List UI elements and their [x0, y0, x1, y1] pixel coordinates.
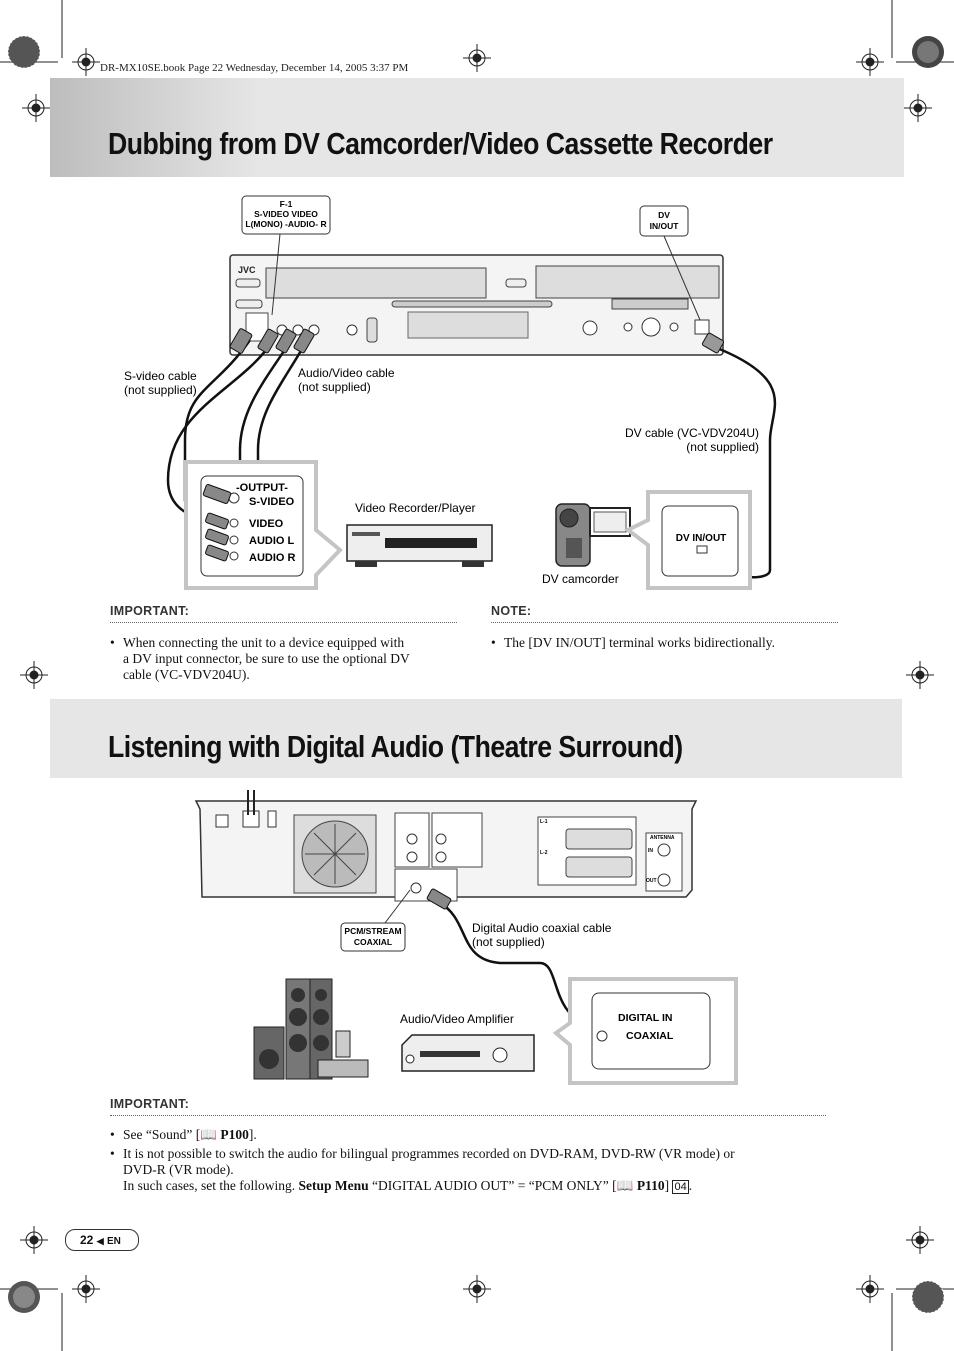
important2-bullet-2 [110, 1146, 830, 1195]
note-heading: NOTE: [491, 604, 532, 618]
bullet-dot: • [110, 1127, 115, 1142]
output-audio-r: AUDIO R [249, 552, 296, 564]
callout-svideo-video: S-VIDEO VIDEO [254, 209, 318, 219]
digital-in-line-1: DIGITAL IN [618, 1012, 673, 1024]
crosshair-target [906, 661, 934, 689]
rear-l1-label: L-1 [540, 819, 548, 825]
book-reference-icon: 📖 [616, 1178, 634, 1193]
bullet-dot: • [110, 1146, 115, 1161]
rear-out-label: OUT [646, 878, 657, 884]
important-line-1: When connecting the unit to a device equipped with [123, 635, 405, 650]
color-wheel-top-right [912, 36, 944, 68]
amplifier-illustration [402, 1035, 534, 1071]
coax-cable-l2: (not supplied) [472, 935, 545, 949]
digital-in-line-2: COAXIAL [626, 1030, 674, 1042]
important-line-2: a DV input connector, be sure to use the optional DV [123, 651, 410, 666]
camcorder-label: DV camcorder [542, 572, 619, 586]
callout-f1: F-1 [279, 199, 293, 209]
crosshair-target [856, 1275, 884, 1303]
section1-banner [50, 78, 904, 177]
crosshair-target [20, 661, 48, 689]
crosshair-target [463, 44, 491, 72]
output-label: -OUTPUT- [236, 482, 288, 494]
setting-number-box: 04 [674, 1181, 687, 1193]
coax-cable-l1: Digital Audio coaxial cable [472, 921, 612, 935]
rear-antenna-label: ANTENNA [650, 835, 675, 841]
note-divider [491, 622, 838, 623]
svideo-cable-l2: (not supplied) [124, 383, 197, 397]
crosshair-target [856, 48, 884, 76]
page-number-badge [65, 1229, 139, 1251]
output-panel-callout [186, 462, 340, 588]
language-code: EN [106, 1236, 121, 1247]
section2-title: Listening with Digital Audio (Theatre Surround) [108, 729, 683, 764]
important-divider-1 [110, 622, 457, 623]
important2-line-3: DVD-R (VR mode). [123, 1162, 234, 1177]
important-heading-2: IMPORTANT: [110, 1097, 190, 1111]
important2-bullet-1 [110, 1127, 830, 1143]
dv-cable-l2: (not supplied) [686, 440, 759, 454]
bullet-dot: • [491, 635, 496, 650]
dv-inout-label: DV IN/OUT [675, 533, 727, 544]
important2-line-1: See “Sound” [📖 P100]. [123, 1127, 257, 1142]
pcm-line-2: COAXIAL [353, 937, 393, 947]
digital-audio-diagram [0, 785, 954, 1095]
color-wheel-bottom-right [912, 1281, 944, 1313]
crosshair-target [463, 1275, 491, 1303]
section2-banner [50, 699, 902, 778]
book-reference-icon: 📖 [200, 1127, 218, 1142]
amp-label: Audio/Video Amplifier [400, 1012, 514, 1026]
note-bullet [491, 635, 841, 651]
dv-inout-callout [628, 492, 750, 588]
crosshair-target [904, 94, 932, 122]
vcr-label: Video Recorder/Player [355, 501, 476, 515]
rear-in-label: IN [648, 848, 653, 854]
left-triangle-icon: ◀ [96, 1236, 104, 1246]
camcorder-illustration [556, 504, 630, 566]
video-recorder-illustration [347, 525, 492, 567]
setup-menu-label: Setup Menu [298, 1178, 369, 1193]
page-ref-p110[interactable]: P110 [636, 1178, 665, 1193]
important-divider-2 [110, 1115, 826, 1116]
page-ref-p100[interactable]: P100 [220, 1127, 249, 1142]
output-audio-l: AUDIO L [249, 535, 295, 547]
output-svideo: S-VIDEO [249, 496, 295, 508]
file-info-header: DR-MX10SE.book Page 22 Wednesday, December 14, 2005 3:37 PM [100, 62, 409, 74]
color-wheel-top-left [8, 36, 40, 68]
rear-l2-label: L-2 [540, 850, 548, 856]
important-line-3: cable (VC-VDV204U). [123, 667, 250, 682]
crosshair-target [22, 94, 50, 122]
av-cable-l1: Audio/Video cable [298, 366, 395, 380]
recorder-rear-panel [196, 790, 696, 901]
important-heading-1: IMPORTANT: [110, 604, 190, 618]
brand-logo: JVC [238, 265, 256, 275]
important2-line-2: It is not possible to switch the audio for bilingual programmes recorded on DVD-RAM, DVD-RW (VR mode) or [123, 1146, 735, 1161]
important2-line-4: In such cases, set the following. Setup Menu “DIGITAL AUDIO OUT” = “PCM ONLY” [📖 P110] 04 . [123, 1178, 693, 1193]
color-wheel-bottom-left [8, 1281, 40, 1313]
crosshair-target [906, 1226, 934, 1254]
callout-audio: L(MONO) -AUDIO- R [245, 219, 327, 229]
note-line: The [DV IN/OUT] terminal works bidirectionally. [504, 635, 776, 650]
crosshair-target [72, 48, 100, 76]
pcm-line-1: PCM/STREAM [344, 926, 402, 936]
crosshair-target [72, 1275, 100, 1303]
page-number: 22 [80, 1233, 94, 1247]
svideo-cable-l1: S-video cable [124, 369, 197, 383]
speakers-illustration [254, 979, 368, 1079]
output-video: VIDEO [249, 518, 284, 530]
section1-title: Dubbing from DV Camcorder/Video Cassette Recorder [108, 126, 773, 161]
crosshair-target [20, 1226, 48, 1254]
digital-in-callout [556, 979, 736, 1083]
important-bullet-1 [110, 635, 460, 683]
av-cable-l2: (not supplied) [298, 380, 371, 394]
dubbing-diagram [0, 180, 954, 600]
bullet-dot: • [110, 635, 115, 650]
callout-dv: DV [658, 210, 670, 220]
dv-cable-l1: DV cable (VC-VDV204U) [624, 426, 759, 440]
callout-inout: IN/OUT [649, 221, 679, 231]
